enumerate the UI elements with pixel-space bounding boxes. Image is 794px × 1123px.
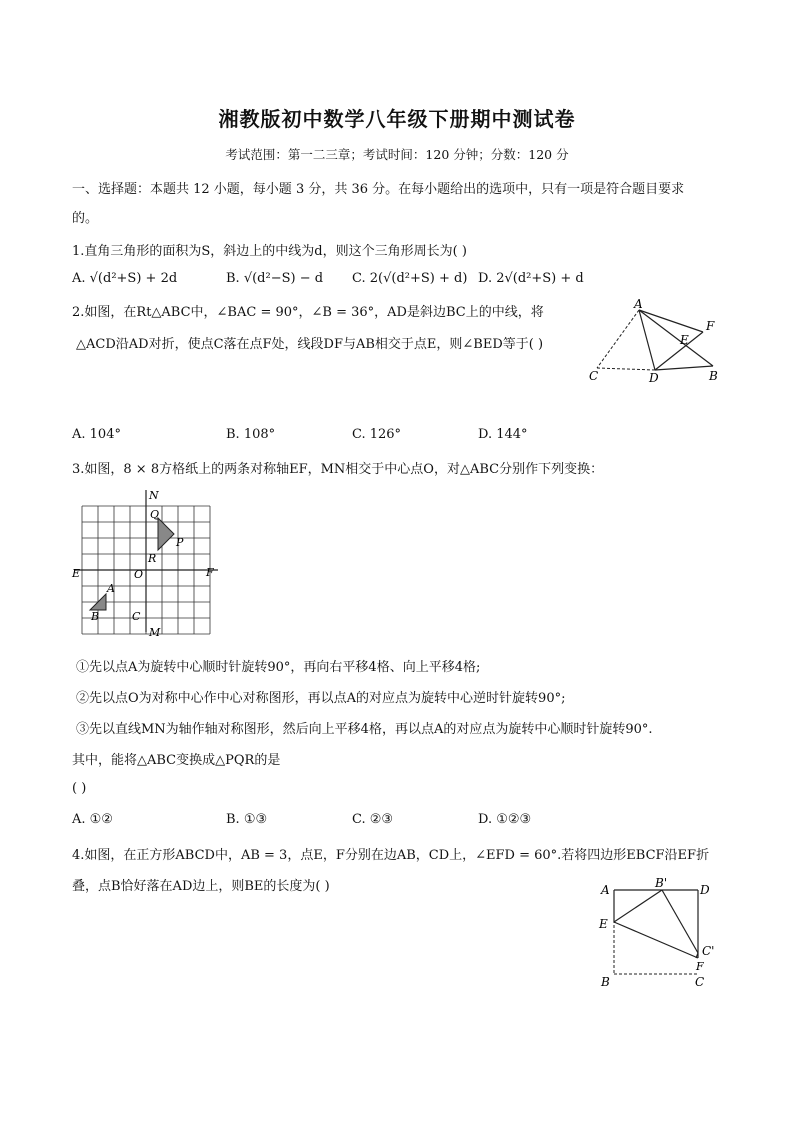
q2-line-db: [655, 366, 713, 370]
q2-triangle-figure: [585, 298, 725, 388]
q2-line-df: [655, 332, 703, 370]
q2-label-d: D: [649, 371, 659, 385]
exam-info: 考试范围：第一二三章；考试时间：120 分钟；分数：120 分: [225, 147, 569, 162]
q1-option-a[interactable]: A. √(d²+S) + 2d: [72, 271, 178, 286]
q3-label-n: N: [149, 489, 159, 502]
q4-line-b1c1: [662, 890, 698, 953]
q3-label-e: E: [72, 567, 81, 580]
q4-square-figure: [596, 878, 726, 993]
q2-line-cd: [597, 368, 655, 370]
q3-label-b: B: [91, 610, 100, 623]
q2-option-c[interactable]: C. 126°: [352, 427, 402, 442]
q3-label-c: C: [132, 610, 141, 623]
q2-label-e: E: [680, 333, 689, 347]
q1-stem: 1.直角三角形的面积为S，斜边上的中线为d，则这个三角形周长为( ): [72, 244, 467, 259]
q4-line-ef: [614, 922, 698, 958]
q4-stem-line2: 叠，点B恰好落在AD边上，则BE的长度为( ): [72, 879, 330, 894]
q3-option-d[interactable]: D. ①②③: [478, 812, 532, 827]
page-title: 湘教版初中数学八年级下册期中测试卷: [218, 107, 576, 131]
section-heading: 一、选择题：本题共 12 小题，每小题 3 分，共 36 分。在每小题给出的选项中，只有一项是符合题目要求: [72, 182, 685, 197]
q3-grid-figure: [74, 488, 224, 640]
q3-triangle-pqr: [158, 518, 174, 550]
q2-label-f: F: [706, 319, 715, 333]
q3-label-p: P: [176, 536, 184, 549]
q1-option-b[interactable]: B. √(d²−S) − d: [226, 271, 324, 286]
q2-line-ad: [639, 310, 655, 370]
q2-option-b[interactable]: B. 108°: [226, 427, 276, 442]
q2-line-af: [639, 310, 703, 332]
q3-label-o: O: [134, 568, 144, 581]
q3-label-q: Q: [150, 508, 160, 521]
q4-label-b-prime: B': [655, 876, 668, 890]
q1-option-c[interactable]: C. 2(√(d²+S) + d): [352, 271, 468, 286]
q2-label-c: C: [589, 369, 599, 383]
q2-label-a: A: [634, 297, 643, 311]
q2-option-d[interactable]: D. 144°: [478, 427, 528, 442]
q4-label-b: B: [601, 975, 610, 989]
q2-line-ac: [597, 310, 639, 368]
q2-option-a[interactable]: A. 104°: [72, 427, 121, 442]
q3-option-c[interactable]: C. ②③: [352, 812, 394, 827]
q3-label-f: F: [206, 566, 214, 579]
q3-transform-2: ②先以点O为对称中心作中心对称图形，再以点A的对应点为旋转中心逆时针旋转90°;: [76, 691, 566, 706]
q4-label-f: F: [696, 960, 704, 973]
q3-answer-blank: ( ): [72, 781, 87, 796]
q2-line-ab: [639, 310, 713, 366]
q3-option-b[interactable]: B. ①③: [226, 812, 268, 827]
q3-option-a[interactable]: A. ①②: [72, 812, 113, 827]
q3-label-m: M: [149, 626, 161, 639]
q4-label-d: D: [700, 883, 710, 897]
q3-label-a: A: [107, 582, 115, 595]
q3-question: 其中，能将△ABC变换成△PQR的是: [72, 753, 281, 768]
q4-label-c-prime: C': [702, 944, 715, 958]
q4-line-eb1: [614, 890, 662, 922]
q2-label-b: B: [709, 369, 718, 383]
q4-label-e: E: [599, 917, 608, 931]
q3-transform-3: ③先以直线MN为轴作轴对称图形，然后向上平移4格，再以点A的对应点为旋转中心顺时针旋转90°.: [76, 722, 653, 737]
q3-stem: 3.如图，8 × 8方格纸上的两条对称轴EF，MN相交于中心点O，对△ABC分别作下列变换：: [72, 462, 604, 477]
q4-label-c: C: [695, 975, 705, 989]
q3-label-r: R: [148, 552, 157, 565]
q4-label-a: A: [601, 883, 610, 897]
q4-stem-line1: 4.如图，在正方形ABCD中，AB = 3，点E，F分别在边AB，CD上，∠EFD = 60°.若将四边形EBCF沿EF折: [72, 848, 710, 863]
q2-stem-line2: △ACD沿AD对折，使点C落在点F处，线段DF与AB相交于点E，则∠BED等于( ): [76, 337, 544, 352]
q3-transform-1: ①先以点A为旋转中心顺时针旋转90°，再向右平移4格、向上平移4格;: [76, 660, 481, 675]
section-heading-cont: 的。: [72, 211, 99, 226]
q1-option-d[interactable]: D. 2√(d²+S) + d: [478, 271, 584, 286]
q2-stem-line1: 2.如图，在Rt△ABC中，∠BAC = 90°，∠B = 36°，AD是斜边BC上的中线，将: [72, 305, 544, 320]
